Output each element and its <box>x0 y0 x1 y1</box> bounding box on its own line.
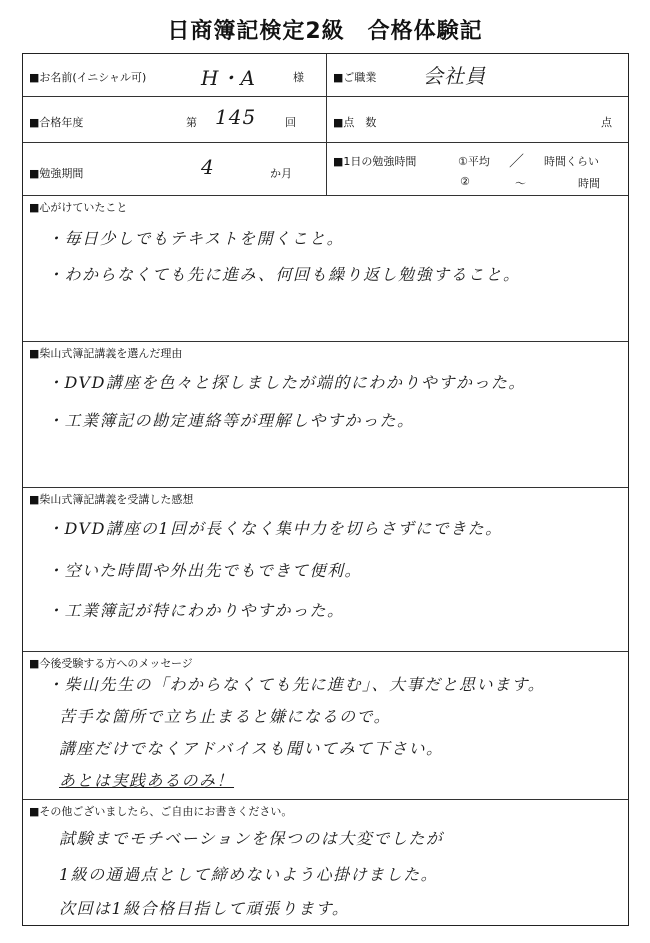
score-label: ■点 数 <box>333 116 377 129</box>
section-heading: ■その他ございましたら、ご自由にお書きください。 <box>29 805 293 818</box>
period-value: 4 <box>201 155 215 179</box>
section-mindset <box>23 196 628 342</box>
section-line: ・柴山先生の「わからなくても先に進む」、大事だと思います。 <box>47 675 546 694</box>
section-line: あとは実践あるのみ！ <box>59 771 235 790</box>
section-line: ・工業簿記が特にわかりやすかった。 <box>47 601 345 620</box>
row-period-daily <box>23 143 628 196</box>
daily-opt1-sep: ／ <box>509 152 525 170</box>
section-heading: ■柴山式簿記講義を受講した感想 <box>29 493 194 506</box>
section-line: ・わからなくても先に進み、何回も繰り返し勉強すること。 <box>47 265 521 284</box>
section-line: ・空いた時間や外出先でもできて便利。 <box>47 561 363 580</box>
row-name-job <box>23 54 628 97</box>
section-message <box>23 652 628 800</box>
section-line: 1級の通過点として締めないよう心掛けました。 <box>59 865 439 884</box>
name-value: H・A <box>201 66 256 90</box>
section-reason <box>23 342 628 488</box>
name-label: ■お名前(イニシャル可) <box>29 71 147 84</box>
section-heading: ■柴山式簿記講義を選んだ理由 <box>29 347 183 360</box>
experience-form <box>22 53 629 926</box>
section-impression <box>23 488 628 652</box>
year-label: ■合格年度 <box>29 116 84 129</box>
name-suffix: 様 <box>293 71 304 84</box>
daily-opt2-unit: 時間 <box>578 177 600 190</box>
year-suffix: 回 <box>285 116 296 129</box>
daily-opt1-unit: 時間くらい <box>544 155 599 168</box>
section-line: 次回は1級合格目指して頑張ります。 <box>59 899 350 918</box>
section-line: 苦手な箇所で立ち止まると嫌になるので。 <box>59 707 392 726</box>
year-prefix: 第 <box>186 116 197 129</box>
daily-opt2: ② <box>460 175 470 188</box>
section-line: 講座だけでなくアドバイスも聞いてみて下さい。 <box>59 739 444 758</box>
score-suffix: 点 <box>601 116 612 129</box>
daily-opt2-sep: ～ <box>515 177 526 190</box>
section-line: 試験までモチベーションを保つのは大変でしたが <box>59 829 444 848</box>
section-heading: ■今後受験する方へのメッセージ <box>29 657 193 670</box>
section-line: ・DVD講座の1回が長くなく集中力を切らさずにできた。 <box>47 519 503 538</box>
row-year-score <box>23 97 628 143</box>
period-label: ■勉強期間 <box>29 167 84 180</box>
job-value: 会社員 <box>423 64 486 88</box>
section-heading: ■心がけていたこと <box>29 201 128 214</box>
section-line: ・DVD講座を色々と探しましたが端的にわかりやすかった。 <box>47 373 526 392</box>
daily-label: ■1日の勉強時間 <box>333 155 417 168</box>
year-value: 145 <box>215 105 257 129</box>
daily-opt1: ①平均 <box>458 155 490 168</box>
section-line: ・毎日少しでもテキストを開くこと。 <box>47 229 345 248</box>
section-line: ・工業簿記の勘定連絡等が理解しやすかった。 <box>47 411 415 430</box>
period-suffix: か月 <box>270 167 292 180</box>
job-label: ■ご職業 <box>333 71 377 84</box>
page-title: 日商簿記検定2級 合格体験記 <box>167 19 483 44</box>
section-other <box>23 800 628 925</box>
